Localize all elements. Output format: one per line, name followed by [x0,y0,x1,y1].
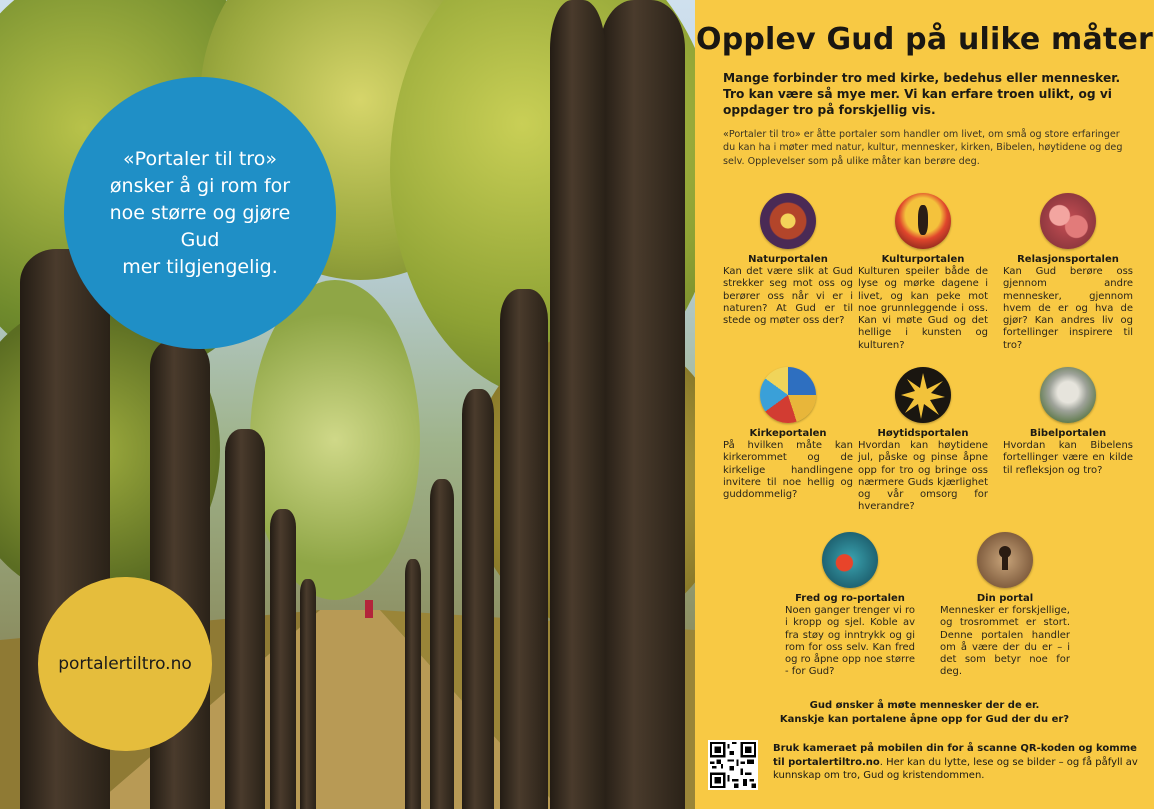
portal-name: Høytidsportalen [877,428,969,439]
portal-text: Noen ganger trenger vi ro i kropp og sjel. Koble av fra støy og inntrykk og gi rom for oss selv. Kan fred og ro åpne opp noe større - for Gud? [785,605,915,678]
tagline-line: noe større og gjøre Gud [109,201,291,251]
website-link[interactable]: portalertiltro.no [58,654,192,674]
tagline-circle [64,77,336,349]
closing-line: Gud ønsker å møte mennesker der de er. [809,700,1040,711]
portal-name: Naturportalen [748,254,828,265]
portal-name: Kulturportalen [881,254,965,265]
portal-name: Bibelportalen [1029,428,1107,439]
qr-code-icon[interactable] [708,740,758,790]
portal-text: På hvilken måte kan kirkerommet og de kirkelige handlingene invitere til noe hellig og guddommelig? [723,440,853,501]
portal-kultur [858,193,988,352]
music-figure-icon [895,193,951,249]
tagline-line: «Portaler til tro» [123,147,277,170]
portal-din [940,532,1070,679]
portal-name: Relasjonsportalen [1017,254,1119,265]
keyhole-icon [977,532,1033,588]
portal-text: Kan det være slik at Gud strekker seg mot oss og berører oss når vi er i naturen? At Gud er til stede og møter oss der? [723,266,853,327]
portal-kirke [723,367,853,501]
star-icon [895,367,951,423]
portal-text: Hvordan kan Bibelens fortellinger være en kilde til refleksjon og tro? [1003,440,1133,476]
portal-text: Hvordan kan høytidene jul, påske og pinse åpne opp for tro og bringe oss nærmere Guds kjærlighet og vår omsorg for hverandre? [858,440,988,513]
portal-name: Din portal [976,593,1034,604]
portal-name: Fred og ro-portalen [795,593,905,604]
apples-icon [1040,193,1096,249]
qr-instructions [773,742,1143,783]
stained-glass-icon [760,367,816,423]
portal-text: Mennesker er forskjellige, og trosrommet er stort. Denne portalen handler om å være der du er – i det som betyr noe for deg. [940,605,1070,678]
url-circle[interactable] [38,577,212,751]
page-title: Opplev Gud på ulike måter [696,22,1153,57]
intro-paragraph: «Portaler til tro» er åtte portaler som handler om livet, om små og store erfaringer du kan ha i møter med natur, kultur, mennesker, kirken, Bibelen, høytidene og deg selv. Opplevelser som på ulike måter kan berøre deg. [723,129,1123,167]
portal-name: Kirkeportalen [749,428,827,439]
candle-icon [822,532,878,588]
portal-text: Kan Gud berøre oss gjennom andre mennesker, gjennom hvem de er og hva de gjør? Kan andres liv og fortellinger inspirere til tro? [1003,266,1133,351]
portal-fred [785,532,915,679]
closing-line: Kanskje kan portalene åpne opp for Gud der du er? [779,713,1070,725]
qr-link[interactable]: portalertiltro.no [788,756,880,768]
qr-text-after: . Her kan du lytte, lese og se bilder – og få påfyll av kunnskap om tro, Gud og kristendommen. [773,756,1138,782]
info-panel [695,0,1154,809]
portal-relasjon [1003,193,1133,352]
portal-text: Kulturen speiler både de lyse og mørke dagene i livet, og kan peke mot noe grunnleggende i oss. Kan vi møte Gud og det hellige i kunsten og kulturen? [858,266,988,351]
portal-natur [723,193,853,327]
bible-figure-icon [1040,367,1096,423]
portal-bibel [1003,367,1133,477]
tagline-line: ønsker å gi rom for [109,174,291,197]
flower-icon [760,193,816,249]
closing-text [695,699,1154,726]
qr-text-before: Bruk kameraet på mobilen din for å scanne QR-koden og komme til [773,743,1137,768]
lead-paragraph: Mange forbinder tro med kirke, bedehus eller mennesker. Tro kan være så mye mer. Vi kan erfare troen ulikt, og vi oppdager tro på forskjellig vis. [723,71,1121,117]
tagline-line: mer tilgjengelig. [122,255,278,278]
portal-hoytid [858,367,988,514]
